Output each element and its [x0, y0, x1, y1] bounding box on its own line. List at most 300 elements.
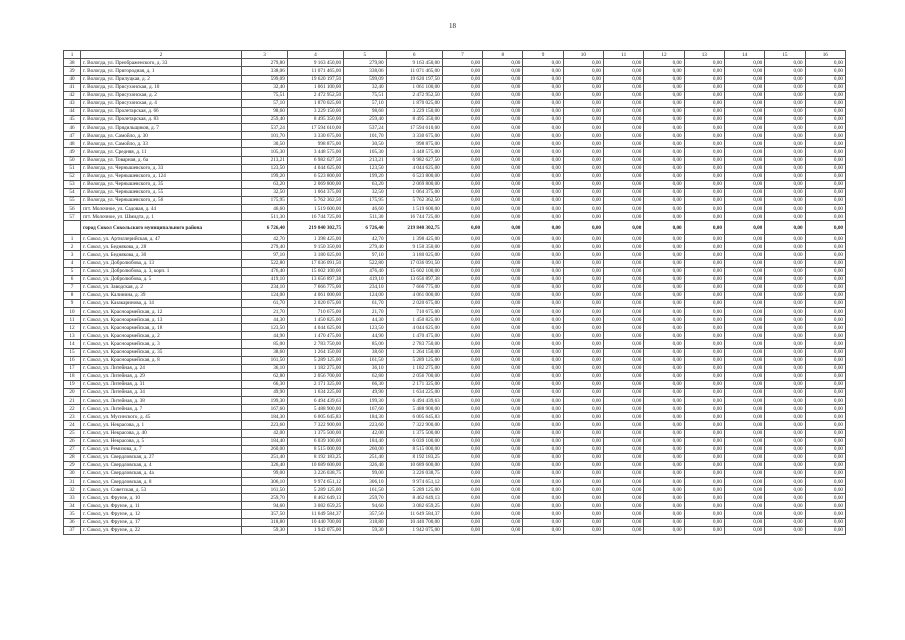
zero-value-cell: 0,00 [523, 429, 563, 437]
zero-value-cell: 0,00 [805, 340, 845, 348]
zero-value-cell: 0,00 [724, 116, 764, 124]
cost-cell: 10 440 700,00 [287, 518, 343, 526]
zero-value-cell: 0,00 [765, 486, 805, 494]
zero-value-cell: 0,00 [644, 107, 684, 115]
zero-value-cell: 0,00 [684, 453, 724, 461]
zero-value-cell: 0,00 [805, 172, 845, 180]
zero-value-cell: 0,00 [644, 340, 684, 348]
zero-value-cell: 0,00 [724, 445, 764, 453]
area-cell: 251,40 [344, 453, 386, 461]
cost-cell: 1 470 475,00 [287, 332, 343, 340]
zero-value-cell: 0,00 [724, 172, 764, 180]
zero-value-cell: 0,00 [483, 300, 523, 308]
zero-value-cell: 0,00 [442, 413, 482, 421]
area-cell: 66,30 [242, 380, 288, 388]
area-cell: 98,60 [344, 107, 386, 115]
zero-value-cell: 0,00 [563, 405, 603, 413]
zero-value-cell: 0,00 [563, 99, 603, 107]
zero-value-cell: 0,00 [523, 124, 563, 132]
table-row [64, 188, 846, 196]
area-cell: 97,10 [344, 251, 386, 259]
zero-value-cell: 0,00 [644, 221, 684, 235]
area-cell: 279,40 [242, 243, 288, 251]
zero-value-cell: 0,00 [442, 116, 482, 124]
zero-value-cell: 0,00 [483, 196, 523, 204]
area-cell: 32,40 [344, 83, 386, 91]
zero-value-cell: 0,00 [805, 397, 845, 405]
cost-cell: 3 330 675,00 [287, 132, 343, 140]
cost-cell: 13 656 897,38 [386, 275, 442, 283]
zero-value-cell: 0,00 [644, 413, 684, 421]
zero-value-cell: 0,00 [644, 380, 684, 388]
cost-cell: 219 840 302,75 [386, 221, 442, 235]
address-cell: г. Сокол, ул. Литейная, д. 7 [80, 405, 241, 413]
area-cell: 30,50 [344, 140, 386, 148]
zero-value-cell: 0,00 [604, 502, 644, 510]
cost-cell: 10 689 600,00 [386, 461, 442, 469]
zero-value-cell: 0,00 [523, 405, 563, 413]
cost-cell: 1 519 600,00 [287, 205, 343, 213]
area-cell: 419,10 [242, 275, 288, 283]
cost-cell: 3 082 659,25 [287, 502, 343, 510]
zero-value-cell: 0,00 [483, 291, 523, 299]
address-cell: г. Сокол, ул. Литейная, д. 38 [80, 397, 241, 405]
cost-cell: 1 450 825,00 [287, 316, 343, 324]
zero-value-cell: 0,00 [604, 340, 644, 348]
zero-value-cell: 0,00 [644, 172, 684, 180]
cost-cell: 6 494 439,63 [287, 397, 343, 405]
zero-value-cell: 0,00 [523, 259, 563, 267]
zero-value-cell: 0,00 [684, 300, 724, 308]
zero-value-cell: 0,00 [523, 445, 563, 453]
cost-cell: 8 515 000,00 [287, 445, 343, 453]
zero-value-cell: 0,00 [684, 291, 724, 299]
zero-value-cell: 0,00 [644, 124, 684, 132]
zero-value-cell: 0,00 [644, 445, 684, 453]
address-cell: г. Сокол, ул. Фрунзе, д. 22 [80, 526, 241, 534]
zero-value-cell: 0,00 [604, 348, 644, 356]
zero-value-cell: 0,00 [442, 478, 482, 486]
zero-value-cell: 0,00 [604, 478, 644, 486]
area-cell: 101,70 [344, 132, 386, 140]
address-cell: г. Сокол, ул. Фрунзе, д. 17 [80, 518, 241, 526]
table-row [64, 494, 846, 502]
area-cell: 36,10 [344, 364, 386, 372]
zero-value-cell: 0,00 [442, 340, 482, 348]
cost-cell: 1 064 375,00 [386, 188, 442, 196]
zero-value-cell: 0,00 [483, 486, 523, 494]
zero-value-cell: 0,00 [483, 494, 523, 502]
zero-value-cell: 0,00 [442, 461, 482, 469]
zero-value-cell: 0,00 [765, 140, 805, 148]
address-cell: г. Вологда, ул. Присухонская, д. 4 [80, 99, 241, 107]
cost-cell: 2 783 750,00 [386, 340, 442, 348]
zero-value-cell: 0,00 [644, 180, 684, 188]
zero-value-cell: 0,00 [523, 196, 563, 204]
zero-value-cell: 0,00 [523, 380, 563, 388]
address-cell: г. Сокол, ул. Красноармейская, д. 3 [80, 340, 241, 348]
zero-value-cell: 0,00 [604, 116, 644, 124]
address-cell: г. Вологда, ул. Преображенского, д. 33 [80, 59, 241, 67]
zero-value-cell: 0,00 [644, 348, 684, 356]
column-number-cell: 4 [287, 51, 343, 59]
row-number-cell: 23 [64, 413, 81, 421]
row-number-cell: 5 [64, 267, 81, 275]
area-cell: 259,70 [344, 494, 386, 502]
area-cell: 97,10 [242, 251, 288, 259]
address-cell: г. Сокол, ул. Мусинского, д. 45 [80, 413, 241, 421]
zero-value-cell: 0,00 [483, 526, 523, 534]
cost-cell: 16 744 725,00 [386, 213, 442, 221]
zero-value-cell: 0,00 [724, 140, 764, 148]
zero-value-cell: 0,00 [523, 494, 563, 502]
cost-cell: 1 375 500,00 [287, 429, 343, 437]
cost-cell: 3 180 025,00 [287, 251, 343, 259]
zero-value-cell: 0,00 [805, 518, 845, 526]
table-row [64, 510, 846, 518]
zero-value-cell: 0,00 [563, 486, 603, 494]
zero-value-cell: 0,00 [724, 340, 764, 348]
cost-cell: 9 163 450,00 [287, 59, 343, 67]
zero-value-cell: 0,00 [483, 453, 523, 461]
table-row [64, 213, 846, 221]
zero-value-cell: 0,00 [604, 486, 644, 494]
table-row [64, 421, 846, 429]
cost-cell: 7 666 775,00 [287, 283, 343, 291]
address-cell: г. Вологда, ул. Пролетарская, д. 66 [80, 107, 241, 115]
zero-value-cell: 0,00 [523, 243, 563, 251]
zero-value-cell: 0,00 [644, 132, 684, 140]
zero-value-cell: 0,00 [765, 99, 805, 107]
cost-cell: 17 036 091,50 [287, 259, 343, 267]
table-row [64, 107, 846, 115]
zero-value-cell: 0,00 [563, 59, 603, 67]
row-number-cell: 16 [64, 356, 81, 364]
area-cell: 44,90 [344, 332, 386, 340]
register-table-body [64, 51, 846, 535]
area-cell: 46,60 [242, 205, 288, 213]
zero-value-cell: 0,00 [483, 308, 523, 316]
area-cell: 44,30 [242, 316, 288, 324]
zero-value-cell: 0,00 [483, 116, 523, 124]
area-cell: 161,50 [344, 356, 386, 364]
cost-cell: 7 322 900,00 [287, 421, 343, 429]
zero-value-cell: 0,00 [442, 188, 482, 196]
zero-value-cell: 0,00 [765, 324, 805, 332]
zero-value-cell: 0,00 [765, 380, 805, 388]
row-number-cell: 18 [64, 372, 81, 380]
area-cell: 59,30 [344, 526, 386, 534]
row-number-cell: 12 [64, 324, 81, 332]
zero-value-cell: 0,00 [805, 156, 845, 164]
zero-value-cell: 0,00 [805, 67, 845, 75]
zero-value-cell: 0,00 [604, 188, 644, 196]
area-cell: 476,40 [242, 267, 288, 275]
zero-value-cell: 0,00 [563, 196, 603, 204]
zero-value-cell: 0,00 [483, 348, 523, 356]
zero-value-cell: 0,00 [805, 251, 845, 259]
zero-value-cell: 0,00 [563, 453, 603, 461]
zero-value-cell: 0,00 [563, 235, 603, 243]
area-cell: 57,10 [242, 99, 288, 107]
zero-value-cell: 0,00 [684, 140, 724, 148]
zero-value-cell: 0,00 [604, 356, 644, 364]
zero-value-cell: 0,00 [523, 116, 563, 124]
cost-cell: 2 020 675,00 [386, 300, 442, 308]
cost-cell: 1 375 500,00 [386, 429, 442, 437]
row-number-cell: 57 [64, 213, 81, 221]
zero-value-cell: 0,00 [483, 188, 523, 196]
zero-value-cell: 0,00 [765, 308, 805, 316]
zero-value-cell: 0,00 [724, 221, 764, 235]
zero-value-cell: 0,00 [724, 291, 764, 299]
area-cell: 85,00 [344, 340, 386, 348]
column-number-cell: 12 [644, 51, 684, 59]
zero-value-cell: 0,00 [684, 526, 724, 534]
zero-value-cell: 0,00 [523, 140, 563, 148]
zero-value-cell: 0,00 [483, 364, 523, 372]
zero-value-cell: 0,00 [563, 445, 603, 453]
area-cell: 124,00 [242, 291, 288, 299]
zero-value-cell: 0,00 [805, 526, 845, 534]
zero-value-cell: 0,00 [604, 205, 644, 213]
zero-value-cell: 0,00 [724, 518, 764, 526]
zero-value-cell: 0,00 [483, 213, 523, 221]
zero-value-cell: 0,00 [684, 413, 724, 421]
cost-cell: 7 666 775,00 [386, 283, 442, 291]
zero-value-cell: 0,00 [765, 213, 805, 221]
zero-value-cell: 0,00 [483, 75, 523, 83]
zero-value-cell: 0,00 [724, 188, 764, 196]
zero-value-cell: 0,00 [563, 316, 603, 324]
row-number-cell: 56 [64, 205, 81, 213]
zero-value-cell: 0,00 [765, 83, 805, 91]
zero-value-cell: 0,00 [684, 180, 724, 188]
address-cell: г. Вологда, ул. Самойло, д. 30 [80, 132, 241, 140]
zero-value-cell: 0,00 [483, 235, 523, 243]
zero-value-cell: 0,00 [724, 510, 764, 518]
zero-value-cell: 0,00 [724, 164, 764, 172]
zero-value-cell: 0,00 [604, 526, 644, 534]
zero-value-cell: 0,00 [724, 389, 764, 397]
zero-value-cell: 0,00 [483, 332, 523, 340]
zero-value-cell: 0,00 [442, 437, 482, 445]
zero-value-cell: 0,00 [805, 364, 845, 372]
table-row [64, 283, 846, 291]
row-number-cell: 55 [64, 196, 81, 204]
row-number-cell: 32 [64, 486, 81, 494]
area-cell: 57,10 [344, 99, 386, 107]
address-cell: г. Сокол, ул. Добролюбова, д. 13 [80, 259, 241, 267]
zero-value-cell: 0,00 [563, 356, 603, 364]
cost-cell: 5 289 125,00 [287, 356, 343, 364]
zero-value-cell: 0,00 [644, 397, 684, 405]
zero-value-cell: 0,00 [765, 469, 805, 477]
zero-value-cell: 0,00 [483, 316, 523, 324]
zero-value-cell: 0,00 [523, 91, 563, 99]
table-row [64, 364, 846, 372]
zero-value-cell: 0,00 [483, 413, 523, 421]
zero-value-cell: 0,00 [604, 453, 644, 461]
row-number-cell: 7 [64, 283, 81, 291]
zero-value-cell: 0,00 [805, 389, 845, 397]
zero-value-cell: 0,00 [724, 75, 764, 83]
table-row [64, 67, 846, 75]
area-cell: 44,30 [344, 316, 386, 324]
zero-value-cell: 0,00 [604, 300, 644, 308]
area-cell: 223,60 [344, 421, 386, 429]
cost-cell: 710 675,00 [386, 308, 442, 316]
cost-cell: 11 071 465,00 [287, 67, 343, 75]
area-cell: 279,40 [344, 243, 386, 251]
area-cell: 199,30 [242, 397, 288, 405]
row-number-cell: 37 [64, 526, 81, 534]
row-number-cell: 33 [64, 494, 81, 502]
zero-value-cell: 0,00 [442, 59, 482, 67]
zero-value-cell: 0,00 [604, 140, 644, 148]
zero-value-cell: 0,00 [442, 291, 482, 299]
cost-cell: 9 163 450,00 [386, 59, 442, 67]
table-row [64, 59, 846, 67]
zero-value-cell: 0,00 [684, 494, 724, 502]
cost-cell: 1 870 025,00 [386, 99, 442, 107]
zero-value-cell: 0,00 [644, 75, 684, 83]
area-cell: 419,10 [344, 275, 386, 283]
zero-value-cell: 0,00 [563, 300, 603, 308]
zero-value-cell: 0,00 [523, 156, 563, 164]
zero-value-cell: 0,00 [684, 259, 724, 267]
zero-value-cell: 0,00 [442, 308, 482, 316]
zero-value-cell: 0,00 [765, 372, 805, 380]
zero-value-cell: 0,00 [563, 348, 603, 356]
zero-value-cell: 0,00 [523, 251, 563, 259]
zero-value-cell: 0,00 [724, 91, 764, 99]
column-number-cell: 8 [483, 51, 523, 59]
zero-value-cell: 0,00 [644, 156, 684, 164]
zero-value-cell: 0,00 [724, 502, 764, 510]
zero-value-cell: 0,00 [442, 124, 482, 132]
zero-value-cell: 0,00 [442, 283, 482, 291]
cost-cell: 2 472 952,50 [386, 91, 442, 99]
area-cell: 260,00 [344, 445, 386, 453]
zero-value-cell: 0,00 [644, 300, 684, 308]
zero-value-cell: 0,00 [724, 324, 764, 332]
zero-value-cell: 0,00 [442, 380, 482, 388]
zero-value-cell: 0,00 [563, 340, 603, 348]
column-number-cell: 13 [684, 51, 724, 59]
cost-cell: 1 634 225,00 [386, 389, 442, 397]
table-row [64, 235, 846, 243]
zero-value-cell: 0,00 [442, 213, 482, 221]
zero-value-cell: 0,00 [644, 235, 684, 243]
zero-value-cell: 0,00 [604, 251, 644, 259]
zero-value-cell: 0,00 [644, 148, 684, 156]
cost-cell: 2 020 675,00 [287, 300, 343, 308]
address-cell: г. Сокол, ул. Беднякова, д. 28 [80, 243, 241, 251]
area-cell: 123,50 [344, 324, 386, 332]
area-cell: 184,30 [242, 413, 288, 421]
zero-value-cell: 0,00 [724, 316, 764, 324]
zero-value-cell: 0,00 [563, 275, 603, 283]
zero-value-cell: 0,00 [442, 469, 482, 477]
area-cell: 62,80 [344, 372, 386, 380]
column-number-cell: 2 [80, 51, 241, 59]
area-cell: 338,06 [242, 67, 288, 75]
area-cell: 99,00 [344, 469, 386, 477]
zero-value-cell: 0,00 [724, 251, 764, 259]
table-row [64, 156, 846, 164]
zero-value-cell: 0,00 [684, 132, 724, 140]
cost-cell: 15 602 100,00 [386, 267, 442, 275]
address-cell: г. Вологда, ул. Чернышевского, д. 56 [80, 196, 241, 204]
zero-value-cell: 0,00 [483, 469, 523, 477]
zero-value-cell: 0,00 [805, 413, 845, 421]
zero-value-cell: 0,00 [765, 180, 805, 188]
cost-cell: 17 594 610,00 [386, 124, 442, 132]
area-cell: 94,60 [242, 502, 288, 510]
zero-value-cell: 0,00 [483, 107, 523, 115]
zero-value-cell: 0,00 [684, 348, 724, 356]
column-number-cell: 9 [523, 51, 563, 59]
zero-value-cell: 0,00 [442, 91, 482, 99]
zero-value-cell: 0,00 [684, 148, 724, 156]
zero-value-cell: 0,00 [805, 275, 845, 283]
zero-value-cell: 0,00 [483, 405, 523, 413]
zero-value-cell: 0,00 [684, 188, 724, 196]
zero-value-cell: 0,00 [442, 494, 482, 502]
address-cell: г. Вологда, ул. Чернышевского, д. 124 [80, 172, 241, 180]
zero-value-cell: 0,00 [483, 99, 523, 107]
table-row [64, 453, 846, 461]
table-row [64, 348, 846, 356]
cost-cell: 9 974 651,12 [287, 478, 343, 486]
area-cell: 101,70 [242, 132, 288, 140]
zero-value-cell: 0,00 [684, 59, 724, 67]
zero-value-cell: 0,00 [765, 502, 805, 510]
row-number-cell: 47 [64, 132, 81, 140]
zero-value-cell: 0,00 [483, 259, 523, 267]
area-cell: 326,40 [242, 461, 288, 469]
zero-value-cell: 0,00 [724, 283, 764, 291]
zero-value-cell: 0,00 [805, 453, 845, 461]
table-row [64, 180, 846, 188]
zero-value-cell: 0,00 [483, 372, 523, 380]
row-number-cell: 41 [64, 83, 81, 91]
zero-value-cell: 0,00 [724, 453, 764, 461]
zero-value-cell: 0,00 [604, 308, 644, 316]
table-row [64, 397, 846, 405]
zero-value-cell: 0,00 [765, 164, 805, 172]
table-row [64, 251, 846, 259]
table-row [64, 300, 846, 308]
zero-value-cell: 0,00 [483, 421, 523, 429]
zero-value-cell: 0,00 [563, 83, 603, 91]
zero-value-cell: 0,00 [563, 413, 603, 421]
zero-value-cell: 0,00 [483, 132, 523, 140]
cost-cell: 6 523 800,00 [386, 172, 442, 180]
zero-value-cell: 0,00 [523, 291, 563, 299]
zero-value-cell: 0,00 [765, 413, 805, 421]
cost-cell: 8 495 350,00 [287, 116, 343, 124]
zero-value-cell: 0,00 [805, 494, 845, 502]
area-cell: 599,09 [344, 75, 386, 83]
zero-value-cell: 0,00 [684, 324, 724, 332]
area-cell: 6 726,40 [344, 221, 386, 235]
area-cell: 105,30 [242, 148, 288, 156]
zero-value-cell: 0,00 [644, 116, 684, 124]
address-cell: г. Вологда, ул. Прилуцкая, д. 2 [80, 75, 241, 83]
column-number-cell: 7 [442, 51, 482, 59]
